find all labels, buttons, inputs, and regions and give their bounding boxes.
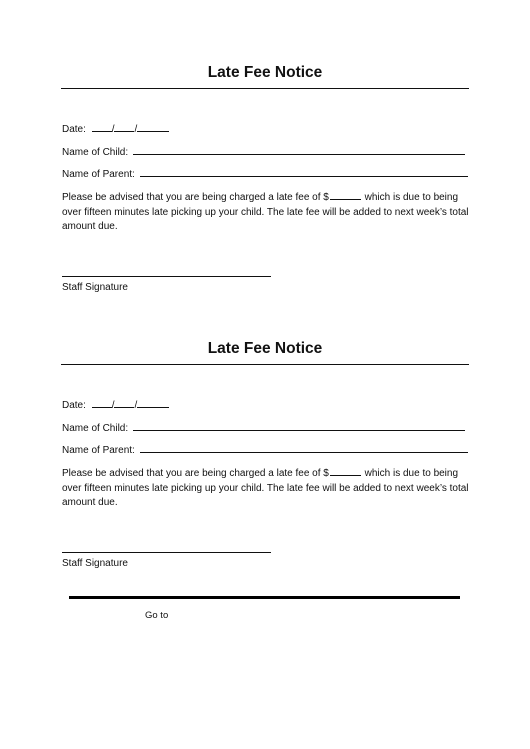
date-day-blank[interactable] — [114, 121, 134, 132]
date-year-blank[interactable] — [137, 397, 169, 408]
date-month-blank[interactable] — [92, 397, 112, 408]
title-divider — [61, 364, 469, 365]
notice-title: Late Fee Notice — [207, 64, 323, 81]
fee-amount-blank[interactable] — [330, 189, 361, 200]
parent-name-blank[interactable] — [140, 442, 468, 453]
parent-name-label: Name of Parent: — [62, 169, 135, 180]
late-fee-notice-form-1 — [0, 62, 530, 302]
child-name-label: Name of Child: — [62, 423, 129, 434]
title-divider — [61, 88, 469, 89]
parent-name-blank[interactable] — [140, 166, 468, 177]
signature-label: Staff Signature — [62, 558, 128, 569]
child-name-field — [62, 420, 465, 436]
child-name-blank[interactable] — [133, 420, 465, 431]
date-label: Date: — [62, 400, 86, 411]
date-day-blank[interactable] — [114, 397, 134, 408]
notice-body-text-end: which is due to being over fifteen minutes late picking up your child. The late fee will be added to next week’s total amount due. — [62, 468, 469, 508]
date-field: Date: / / — [62, 397, 169, 413]
date-field: Date: / / — [62, 121, 169, 137]
late-fee-notice-form-2 — [0, 338, 530, 578]
date-label: Date: — [62, 124, 86, 135]
signature-line[interactable] — [62, 276, 271, 277]
go-to-link[interactable]: Go to — [145, 610, 169, 621]
notice-body-text-start: Please be advised that you are being charged a late fee of $ — [62, 468, 329, 479]
notice-body — [62, 189, 472, 235]
notice-body-text-end: which is due to being over fifteen minutes late picking up your child. The late fee will be added to next week’s total amount due. — [62, 192, 469, 232]
fee-amount-blank[interactable] — [330, 465, 361, 476]
signature-line[interactable] — [62, 552, 271, 553]
notice-body-text-start: Please be advised that you are being charged a late fee of $ — [62, 192, 329, 203]
child-name-label: Name of Child: — [62, 147, 129, 158]
signature-label: Staff Signature — [62, 282, 128, 293]
notice-body — [62, 465, 472, 511]
date-month-blank[interactable] — [92, 121, 112, 132]
notice-title: Late Fee Notice — [207, 340, 323, 357]
parent-name-field — [62, 166, 468, 182]
child-name-field — [62, 144, 465, 160]
footer-divider — [69, 596, 460, 599]
date-year-blank[interactable] — [137, 121, 169, 132]
child-name-blank[interactable] — [133, 144, 465, 155]
parent-name-label: Name of Parent: — [62, 445, 135, 456]
parent-name-field — [62, 442, 468, 458]
